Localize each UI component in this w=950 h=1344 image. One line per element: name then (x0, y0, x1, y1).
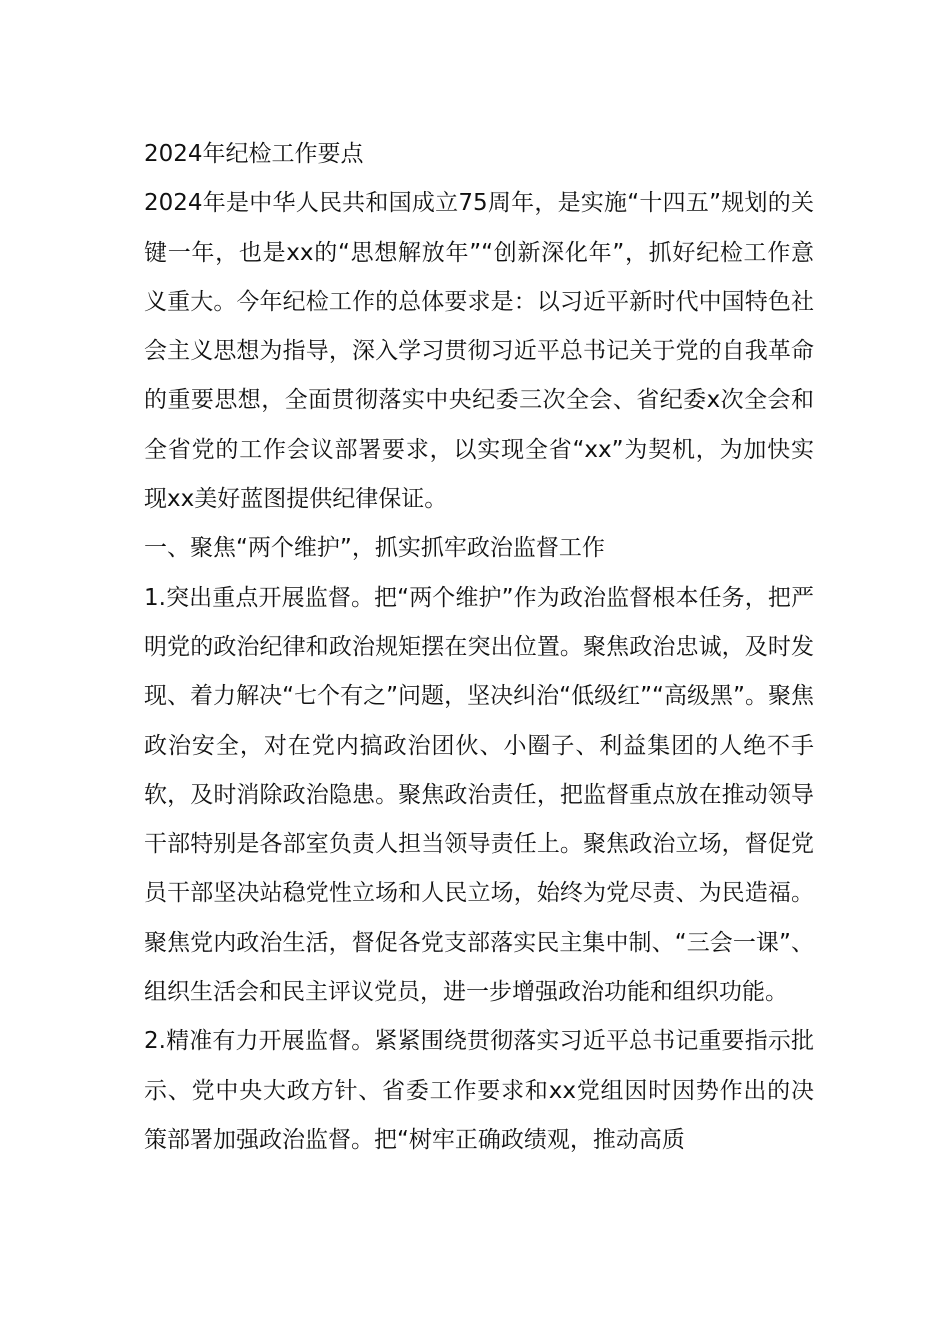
section-heading: 一、聚焦“两个维护”，抓实抓牢政治监督工作 (144, 535, 605, 562)
document-title: 2024年纪检工作要点 (144, 141, 364, 167)
item-paragraph-1: 1.突出重点开展监督。把“两个维护”作为政治监督根本任务，把严明党的政治纪律和政治规矩摆在突出位置。聚焦政治忠诚，及时发现、着力解决“七个有之”问题，坚决纠治“低级红”“高级黑”。聚焦政治安全，对在党内搞政治团伙、小圈子、利益集团的人绝不手软，及时消除政治隐患。聚焦政治责任，把监督重点放在推动领导干部特别是各部室负责人担当领导责任上。聚焦政治立场，督促党员干部坚决站稳党性立场和人民立场，始终为党尽责、为民造福。聚焦党内政治生活，督促各党支部落实民主集中制、“三会一课”、组织生活会和民主评议党员，进一步增强政治功能和组织功能。 (144, 584, 814, 1006)
item-paragraph-2: 2.精准有力开展监督。紧紧围绕贯彻落实习近平总书记重要指示批示、党中央大政方针、省委工作要求和xx党组因时因势作出的决策部署加强政治监督。把“树牢正确政绩观，推动高质 (144, 1028, 814, 1153)
intro-paragraph: 2024年是中华人民共和国成立75周年，是实施“十四五”规划的关键一年，也是xx的“思想解放年”“创新深化年”，抓好纪检工作意义重大。今年纪检工作的总体要求是：以习近平新时代中国特色社会主义思想为指导，深入学习贯彻习近平总书记关于党的自我革命的重要思想，全面贯彻落实中央纪委三次全会、省纪委x次全会和全省党的工作会议部署要求，以实现全省“xx”为契机，为加快实现xx美好蓝图提供纪律保证。 (144, 190, 814, 513)
document-body (144, 130, 814, 1165)
